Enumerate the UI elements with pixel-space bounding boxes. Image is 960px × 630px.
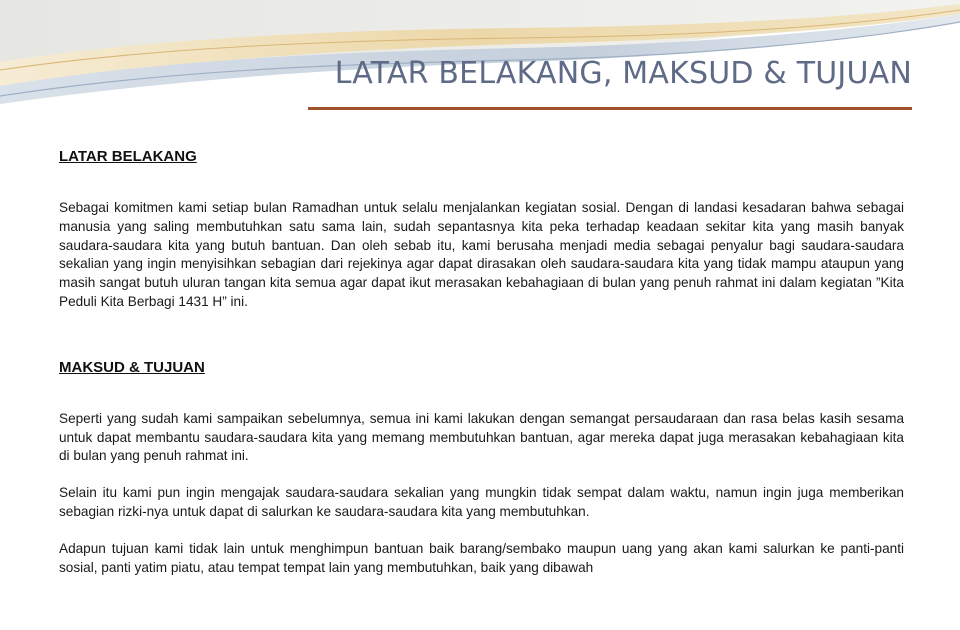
slide-content: [59, 148, 904, 577]
title-underline-rule: [308, 107, 912, 110]
paragraph-latar-belakang: Sebagai komitmen kami setiap bulan Ramadhan untuk selalu menjalankan kegiatan sosial. Dengan di landasi kesadaran bahwa sebagai manusia yang saling membutuhkan satu sama lain, sudah sepantasnya kita peka terhadap keadaan sekitar kita yang masih banyak saudara-saudara kita yang butuh bantuan. Dan oleh sebab itu, kami berusaha menjadi media sebagai penyalur bagi saudara-saudara sekalian yang ingin menyisihkan sebagian dari rejekinya agar dapat dirasakan oleh saudara-saudara kita yang tidak mampu ataupun yang masih sangat butuh uluran tangan kita semua agar dapat ikut merasakan kebahagiaan di bulan yang penuh rahmat ini dalam kegiatan ”Kita Peduli Kita Berbagi 1431 H” ini.: [59, 200, 904, 309]
decorative-swoosh-graphic: [0, 0, 960, 110]
paragraph-maksud-3: Adapun tujuan kami tidak lain untuk menghimpun bantuan baik barang/sembako maupun uang yang akan kami salurkan ke panti-panti sosial, panti yatim piatu, atau tempat tempat lain yang membutuhkan, baik yang dibawah: [59, 540, 904, 575]
paragraph-maksud-2: Selain itu kami pun ingin mengajak saudara-saudara sekalian yang mungkin tidak sempat dalam waktu, namun ingin juga memberikan sebagian rizki-nya untuk dapat di salurkan ke saudara-saudara kita yang membutuhkan.: [59, 485, 904, 519]
paragraph-maksud-1: Seperti yang sudah kami sampaikan sebelumnya, semua ini kami lakukan dengan semangat persaudaraan dan rasa belas kasih sesama untuk dapat membantu saudara-saudara kita yang memang membutuhkan bantuan, agar mereka dapat juga merasakan kebahagiaan kita di bulan yang penuh rahmat ini.: [59, 410, 904, 464]
slide-title: LATAR BELAKANG, MAKSUD & TUJUAN: [334, 56, 912, 91]
section-heading-latar-belakang: LATAR BELAKANG: [59, 148, 197, 165]
section-heading-maksud-tujuan: MAKSUD & TUJUAN: [59, 358, 205, 376]
